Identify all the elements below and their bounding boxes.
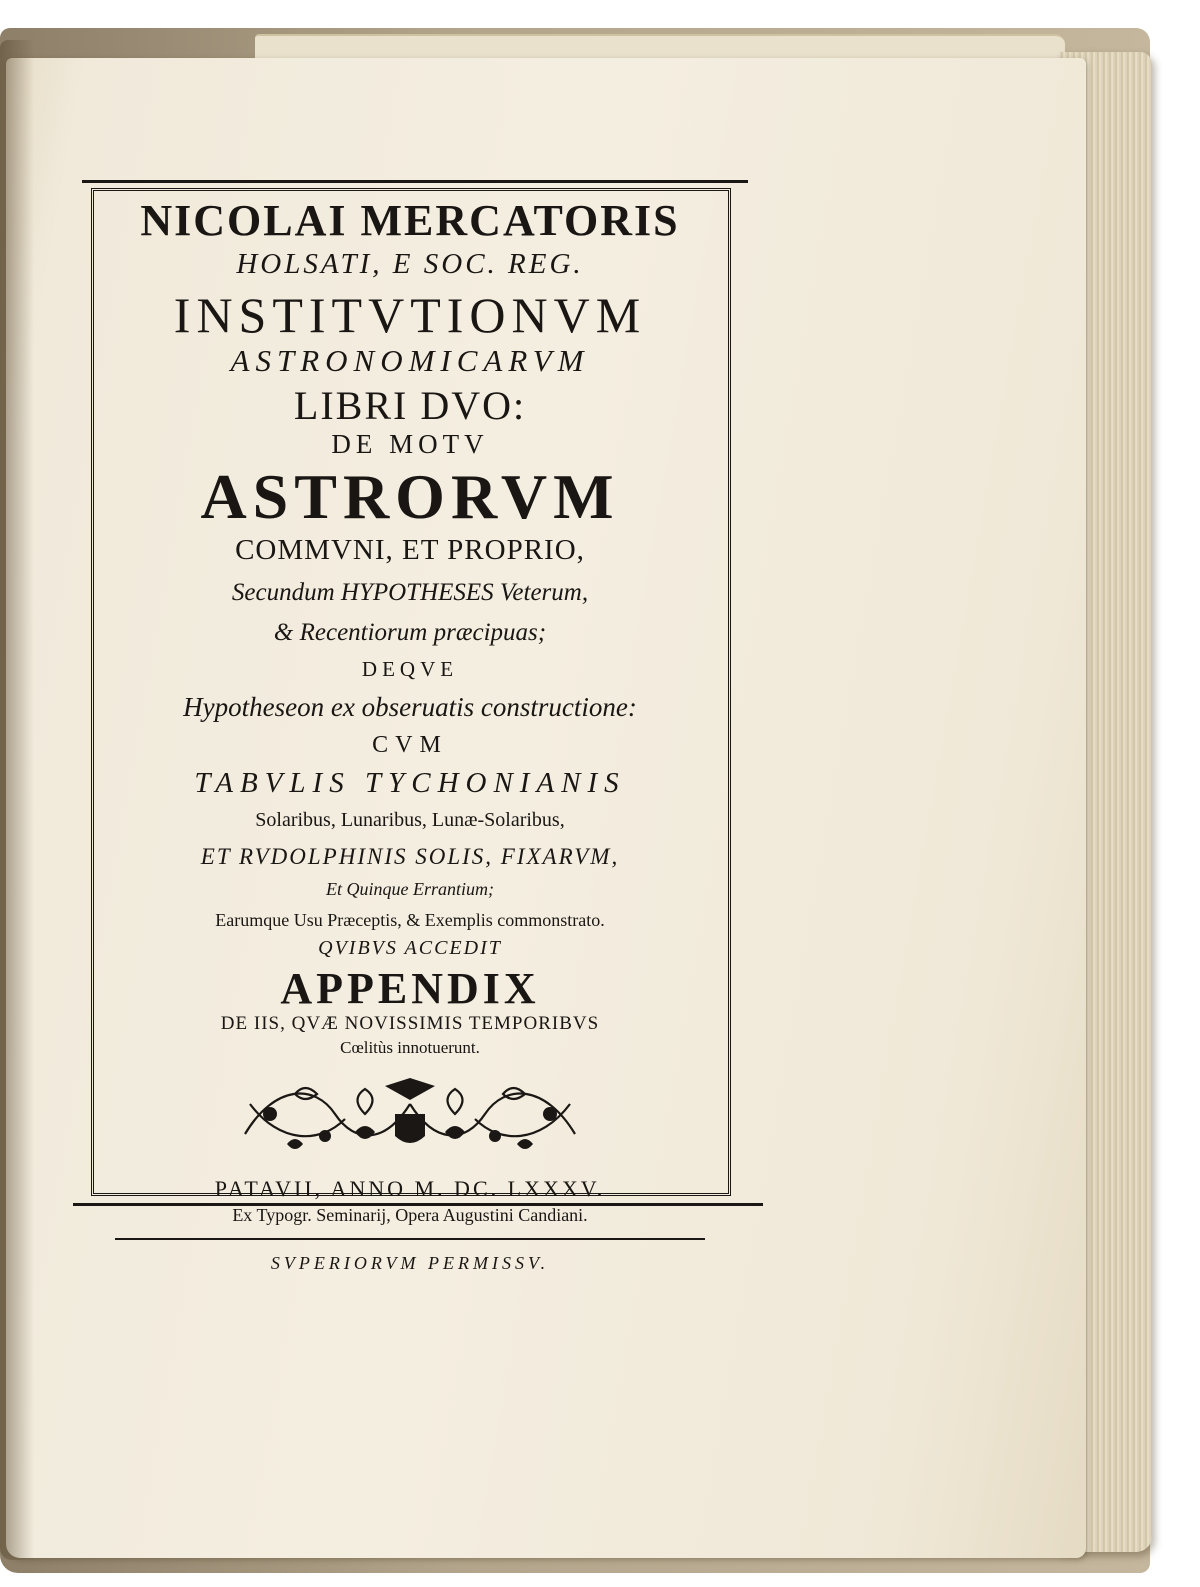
de-iis-line: DE IIS, QVÆ NOVISSIMIS TEMPORIBVS bbox=[220, 1013, 600, 1034]
author-description: HOLSATI, E SOC. REG. bbox=[236, 248, 584, 280]
earumque-line: Earumque Usu Præceptis, & Exemplis commonstrato. bbox=[215, 910, 605, 930]
hypotheseon-line: Hypotheseon ex obseruatis constructione: bbox=[183, 692, 637, 722]
main-title: INSTITVTIONVM bbox=[173, 287, 647, 343]
quibus-line: QVIBVS ACCEDIT bbox=[318, 937, 502, 959]
imprint-rule bbox=[115, 1238, 705, 1240]
spine-shadow bbox=[0, 40, 34, 1560]
de-motu-line: DE MOTV bbox=[331, 429, 489, 459]
solaribus-line: Solaribus, Lunaribus, Lunæ-Solaribus, bbox=[255, 809, 565, 831]
title-block bbox=[96, 190, 724, 1272]
cum-line: CVM bbox=[372, 732, 448, 758]
imprint-place-date: PATAVII, ANNO M. DC. LXXXV. bbox=[214, 1176, 606, 1201]
floral-ornament-icon bbox=[235, 1074, 585, 1156]
permission-line: SVPERIORVM PERMISSV. bbox=[270, 1253, 550, 1273]
top-rule bbox=[82, 180, 748, 183]
coelitus-line: Cœlitùs innotuerunt. bbox=[340, 1038, 480, 1057]
author-name: NICOLAI MERCATORIS bbox=[140, 196, 680, 245]
appendix-heading: APPENDIX bbox=[280, 964, 540, 1013]
rudolphinis-line: ET RVDOLPHINIS SOLIS, FIXARVM, bbox=[200, 844, 620, 869]
astrorum-line: ASTRORVM bbox=[200, 461, 620, 532]
tabulis-line: TABVLIS TYCHONIANIS bbox=[194, 767, 626, 799]
books-count: LIBRI DVO: bbox=[293, 383, 527, 428]
recentiorum-line: & Recentiorum præcipuas; bbox=[273, 619, 547, 646]
deque-line: DEQVE bbox=[361, 657, 459, 681]
secundum-line: Secundum HYPOTHESES Veterum, bbox=[231, 579, 589, 606]
title-subject: ASTRONOMICARVM bbox=[230, 343, 590, 378]
quinque-line: Et Quinque Errantium; bbox=[326, 879, 494, 899]
communi-line: COMMVNI, ET PROPRIO, bbox=[235, 534, 585, 566]
imprint-printer: Ex Typogr. Seminarij, Opera Augustini Candiani. bbox=[232, 1205, 588, 1225]
